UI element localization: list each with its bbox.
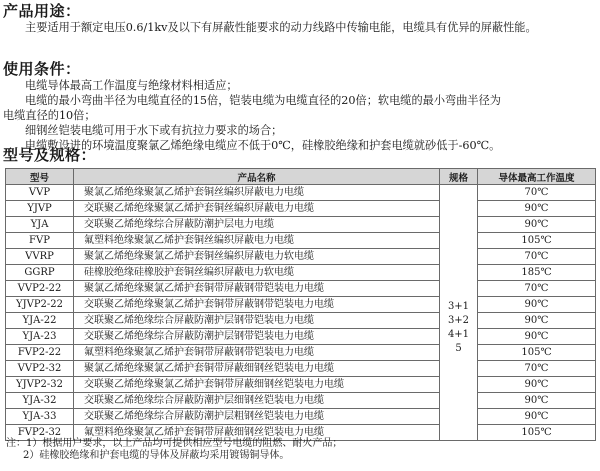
name-cell: 交联聚乙烯绝缘聚氯乙烯护套铜带屏蔽细钢丝铠装电力电缆 — [74, 377, 440, 393]
table-row — [6, 345, 596, 361]
temp-cell: 185℃ — [478, 265, 596, 281]
table-row — [6, 329, 596, 345]
notes — [6, 438, 596, 462]
spec-value: 3+1 — [447, 300, 470, 312]
table-row — [6, 409, 596, 425]
condition-line: 电缆直径的10倍； — [3, 109, 96, 122]
name-cell: 交联聚乙烯绝缘综合屏蔽防潮护层粗钢丝铠装电力电缆 — [74, 409, 440, 425]
table-row — [6, 185, 596, 201]
model-cell: YJA — [6, 217, 74, 233]
model-cell: VVP2-22 — [6, 281, 74, 297]
spec-value: 5 — [455, 342, 462, 354]
name-cell: 氟塑料绝缘聚氯乙烯护套铜带屏蔽钢带铠装电力电缆 — [74, 345, 440, 361]
spec-value: 4+1 — [447, 328, 470, 340]
column-header-name: 产品名称 — [74, 169, 440, 185]
model-cell: GGRP — [6, 265, 74, 281]
name-cell: 交联聚乙烯绝缘聚氯乙烯护套铜带屏蔽钢带铠装电力电缆 — [74, 297, 440, 313]
model-cell: YJA-33 — [6, 409, 74, 425]
model-cell: FVP2-32 — [6, 425, 74, 441]
model-cell: YJA-22 — [6, 313, 74, 329]
model-cell: YJA-23 — [6, 329, 74, 345]
table-row — [6, 313, 596, 329]
column-header-temp: 导体最高工作温度 — [478, 169, 596, 185]
model-cell: VVRP — [6, 249, 74, 265]
table-row — [6, 393, 596, 409]
temp-cell: 90℃ — [478, 409, 596, 425]
temp-cell: 70℃ — [478, 361, 596, 377]
model-cell: FVP2-22 — [6, 345, 74, 361]
model-cell: YJVP — [6, 201, 74, 217]
note-line: 2）硅橡胶绝缘和护套电缆的导体及屏蔽均采用镀锡铜导体。 — [23, 450, 290, 461]
temp-cell: 105℃ — [478, 425, 596, 441]
model-cell: YJA-32 — [6, 393, 74, 409]
use-description: 主要适用于额定电压0.6/1kv及以下有屏蔽性能要求的动力线路中传输电能，电缆具有优异的屏蔽性能。 — [25, 21, 537, 34]
temp-cell: 70℃ — [478, 281, 596, 297]
condition-line: 电缆导体最高工作温度与绝缘材料相适应； — [25, 79, 238, 92]
section-conditions — [3, 60, 597, 153]
model-cell: VVP — [6, 185, 74, 201]
name-cell: 交联聚乙烯绝缘综合屏蔽防潮护层细钢丝铠装电力电缆 — [74, 393, 440, 409]
temp-cell: 90℃ — [478, 377, 596, 393]
table-row — [6, 217, 596, 233]
temp-cell: 105℃ — [478, 345, 596, 361]
name-cell: 聚氯乙烯绝缘聚氯乙烯护套铜丝编织屏蔽电力电缆 — [74, 185, 440, 201]
model-cell: YJVP2-32 — [6, 377, 74, 393]
name-cell: 交联聚乙烯绝缘综合屏蔽防潮护层电力电缆 — [74, 217, 440, 233]
name-cell: 硅橡胶绝缘硅橡胶护套铜丝编织屏蔽电力软电缆 — [74, 265, 440, 281]
name-cell: 氟塑料绝缘聚氯乙烯护套铜带屏蔽细钢丝铠装电力电缆 — [74, 425, 440, 441]
name-cell: 交联聚乙烯绝缘聚氯乙烯护套铜丝编织屏蔽电力电缆 — [74, 201, 440, 217]
section-heading-use: 产品用途： — [3, 2, 81, 20]
temp-cell: 90℃ — [478, 393, 596, 409]
name-cell: 聚氯乙烯绝缘聚氯乙烯护套铜丝编织屏蔽电力软电缆 — [74, 249, 440, 265]
column-header-spec: 规格 — [440, 169, 478, 185]
table-header-row — [6, 169, 596, 185]
note-line: 注：1）根据用户要求，以上产品均可提供相应型号电缆的阻燃、耐火产品； — [6, 438, 343, 449]
temp-cell: 70℃ — [478, 249, 596, 265]
spec-cell — [440, 185, 478, 441]
table-row — [6, 233, 596, 249]
section-product-use — [3, 2, 597, 35]
model-cell: YJVP2-22 — [6, 297, 74, 313]
name-cell: 交联聚乙烯绝缘综合屏蔽防潮护层钢带铠装电力电缆 — [74, 329, 440, 345]
table-row — [6, 281, 596, 297]
table-row — [6, 377, 596, 393]
temp-cell: 70℃ — [478, 185, 596, 201]
cut-off-heading-fragment — [5, 466, 35, 470]
table-row — [6, 265, 596, 281]
model-cell: FVP — [6, 233, 74, 249]
column-header-model: 型号 — [6, 169, 74, 185]
section-heading-conditions: 使用条件： — [3, 60, 81, 78]
temp-cell: 90℃ — [478, 313, 596, 329]
table-row — [6, 361, 596, 377]
condition-line: 细钢丝铠装电缆可用于水下或有抗拉力要求的场合； — [25, 124, 283, 137]
spec-value: 3+2 — [447, 314, 470, 326]
condition-line: 电缆敷设进的环境温度聚氯乙烯绝缘电缆应不低于0℃，硅橡胶绝缘和护套电缆就砂低于-60℃。 — [25, 139, 501, 152]
temp-cell: 90℃ — [478, 297, 596, 313]
condition-line: 电缆的最小弯曲半径为电缆直径的15倍，铠装电缆为电缆直径的20倍；软电缆的最小弯曲半径为 — [25, 94, 501, 107]
section-heading-models: 型号及规格： — [3, 146, 97, 164]
table-row — [6, 201, 596, 217]
temp-cell: 90℃ — [478, 217, 596, 233]
section-models — [3, 146, 597, 164]
temp-cell: 90℃ — [478, 201, 596, 217]
model-cell: VVP2-32 — [6, 361, 74, 377]
table-row — [6, 297, 596, 313]
temp-cell: 105℃ — [478, 233, 596, 249]
name-cell: 交联聚乙烯绝缘综合屏蔽防潮护层钢带铠装电力电缆 — [74, 313, 440, 329]
spec-table — [5, 168, 596, 441]
temp-cell: 90℃ — [478, 329, 596, 345]
table-row — [6, 249, 596, 265]
name-cell: 聚氯乙烯绝缘聚氯乙烯护套铜带屏蔽钢带铠装电力电缆 — [74, 281, 440, 297]
name-cell: 聚氯乙烯绝缘聚氯乙烯护套铜带屏蔽细钢丝铠装电力电缆 — [74, 361, 440, 377]
name-cell: 氟塑料绝缘聚氯乙烯护套铜丝编织屏蔽电力电缆 — [74, 233, 440, 249]
